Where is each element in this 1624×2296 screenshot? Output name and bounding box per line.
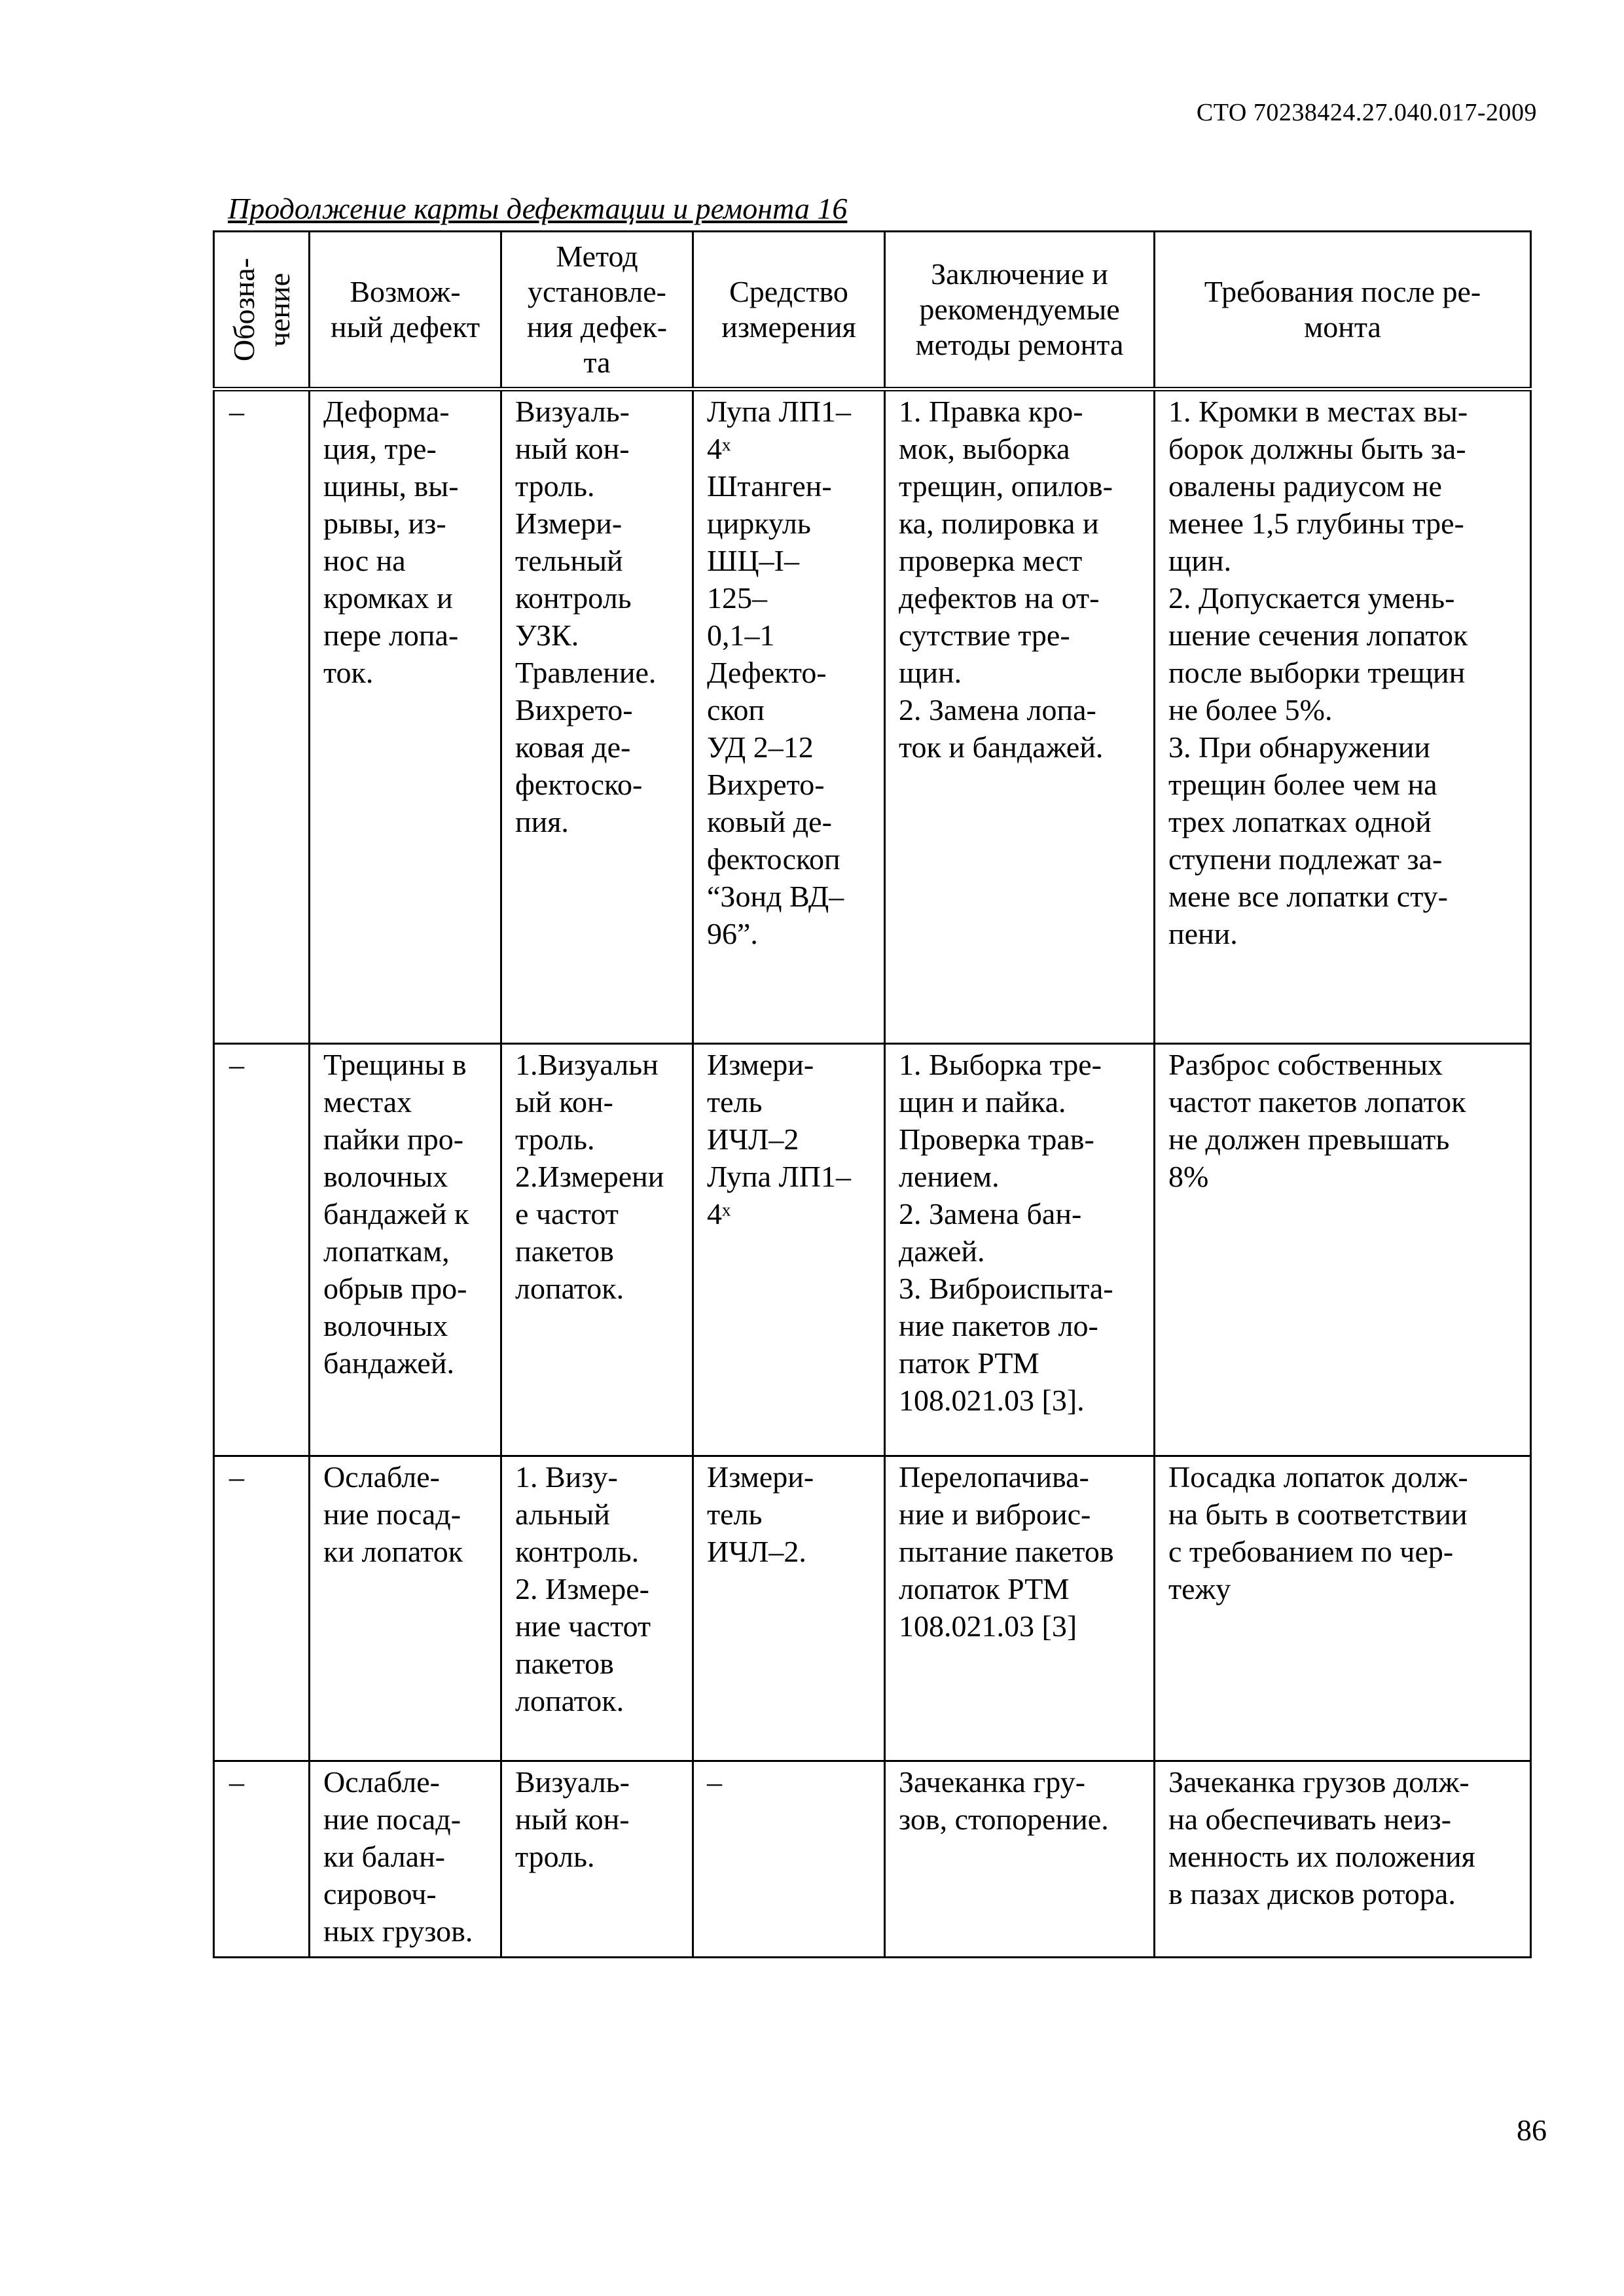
header-detection-method: Метод установле- ния дефек- та: [501, 232, 693, 389]
table-row: [214, 1456, 1531, 1761]
header-possible-defect: Возмож- ный дефект: [310, 232, 501, 389]
cell-instrument: Лупа ЛП1– 4ˣ Штанген- циркуль ШЦ–I– 125– 0,1–1 Дефекто- скоп УД 2–12 Вихрето- ковый де- фектоскоп “Зонд ВД– 96”.: [693, 389, 885, 1044]
table-row: [214, 1044, 1531, 1456]
cell-method: 1. Визу- альный контроль. 2. Измере- ние частот пакетов лопаток.: [501, 1456, 693, 1761]
header-designation: [214, 232, 310, 389]
header-designation-label: Обозна- чение: [226, 257, 296, 362]
header-measuring-instrument: Средство измерения: [693, 232, 885, 389]
cell-defect: Ослабле- ние посад- ки балан- сировоч- ных грузов.: [310, 1761, 501, 1958]
cell-defect: Трещины в местах пайки про- волочных бандажей к лопаткам, обрыв про- волочных бандажей.: [310, 1044, 501, 1456]
cell-designation: –: [214, 389, 310, 1044]
cell-conclusion: 1. Правка кро- мок, выборка трещин, опилов- ка, полировка и проверка мест дефектов на от- сутствие тре- щин. 2. Замена лопа- ток и бандажей.: [885, 389, 1155, 1044]
cell-conclusion: Перелопачива- ние и виброис- пытание пакетов лопаток РТМ 108.021.03 [3]: [885, 1456, 1155, 1761]
table-row: [214, 1761, 1531, 1958]
header-requirements: Требования после ре- монта: [1155, 232, 1531, 389]
cell-designation: –: [214, 1456, 310, 1761]
table-row: [214, 389, 1531, 1044]
defect-repair-table: [213, 230, 1532, 1958]
header-conclusion-repair: Заключение и рекомендуемые методы ремонта: [885, 232, 1155, 389]
cell-requirements: Разброс собственных частот пакетов лопаток не должен превышать 8%: [1155, 1044, 1531, 1456]
cell-instrument: –: [693, 1761, 885, 1958]
cell-conclusion: Зачеканка гру- зов, стопорение.: [885, 1761, 1155, 1958]
cell-conclusion: 1. Выборка тре- щин и пайка. Проверка трав- лением. 2. Замена бан- дажей. 3. Виброиспыта- ние пакетов ло- паток РТМ 108.021.03 [3].: [885, 1044, 1155, 1456]
cell-requirements: 1. Кромки в местах вы- борок должны быть за- овалены радиусом не менее 1,5 глубины тре- щин. 2. Допускается умень- шение сечения лопаток после выборки трещин не более 5%. 3. При обнаружении трещин более чем на трех лопатках одной ступени подлежат за- мене все лопатки сту- пени.: [1155, 389, 1531, 1044]
table-header-row: [214, 232, 1531, 389]
cell-requirements: Зачеканка грузов долж- на обеспечивать неиз- менность их положения в пазах дисков ротора.: [1155, 1761, 1531, 1958]
cell-instrument: Измери- тель ИЧЛ–2 Лупа ЛП1– 4ˣ: [693, 1044, 885, 1456]
cell-requirements: Посадка лопаток долж- на быть в соответствии с требованием по чер- тежу: [1155, 1456, 1531, 1761]
document-code: СТО 70238424.27.040.017-2009: [1196, 99, 1537, 126]
cell-defect: Ослабле- ние посад- ки лопаток: [310, 1456, 501, 1761]
table-caption: Продолжение карты дефектации и ремонта 16: [228, 192, 848, 225]
cell-designation: –: [214, 1761, 310, 1958]
cell-method: Визуаль- ный кон- троль.: [501, 1761, 693, 1958]
cell-method: 1.Визуальн ый кон- троль. 2.Измерени е частот пакетов лопаток.: [501, 1044, 693, 1456]
cell-defect: Деформа- ция, тре- щины, вы- рывы, из- нос на кромках и пере лопа- ток.: [310, 389, 501, 1044]
page-number: 86: [1517, 2113, 1547, 2147]
cell-method: Визуаль- ный кон- троль. Измери- тельный контроль УЗК. Травление. Вихрето- ковая де- фектоско- пия.: [501, 389, 693, 1044]
cell-instrument: Измери- тель ИЧЛ–2.: [693, 1456, 885, 1761]
cell-designation: –: [214, 1044, 310, 1456]
